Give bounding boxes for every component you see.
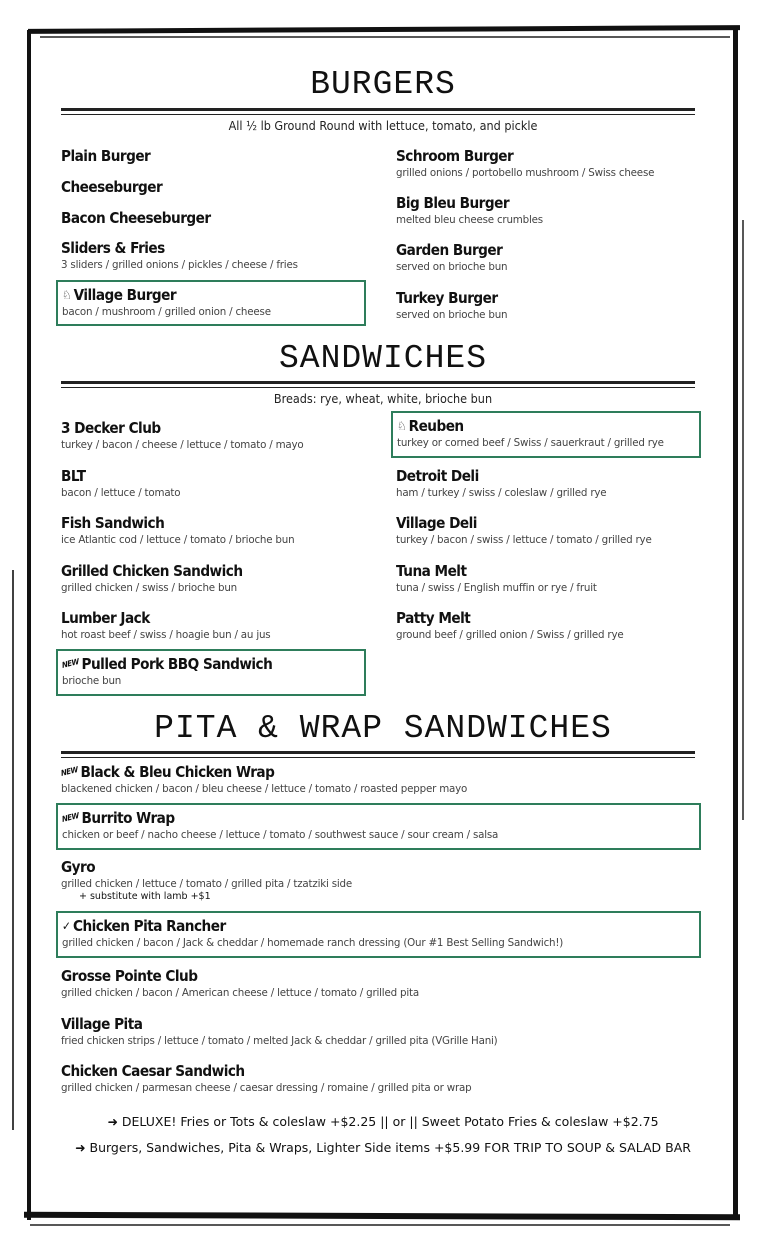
menu-item-village-pita bbox=[61, 1014, 498, 1048]
item-name: Patty Melt bbox=[396, 609, 471, 627]
item-name: Gyro bbox=[61, 858, 96, 876]
new-badge-icon: NEW bbox=[61, 811, 80, 824]
menu-item-lumber-jack bbox=[61, 608, 270, 642]
item-name: Bacon Cheeseburger bbox=[61, 209, 211, 227]
item-desc: grilled chicken / parmesan cheese / caesar dressing / romaine / grilled pita or wrap bbox=[61, 1082, 472, 1094]
menu-item-village-burger bbox=[56, 280, 366, 326]
menu-item-blt bbox=[61, 466, 180, 500]
item-desc: turkey or corned beef / Swiss / sauerkraut / grilled rye bbox=[397, 437, 664, 449]
menu-item-village-deli bbox=[396, 513, 652, 547]
item-desc: bacon / mushroom / grilled onion / cheese bbox=[62, 306, 271, 318]
item-desc: grilled chicken / swiss / brioche bun bbox=[61, 582, 237, 594]
menu-item-3-decker-club bbox=[61, 418, 304, 452]
item-name: Black & Bleu Chicken Wrap bbox=[80, 763, 275, 781]
new-badge-icon: NEW bbox=[60, 765, 79, 778]
item-desc: bacon / lettuce / tomato bbox=[61, 487, 181, 499]
item-name: 3 Decker Club bbox=[61, 419, 161, 437]
item-name: Pulled Pork BBQ Sandwich bbox=[81, 655, 273, 673]
item-desc: served on brioche bun bbox=[396, 261, 508, 273]
item-desc: ham / turkey / swiss / coleslaw / grilled rye bbox=[396, 487, 607, 499]
item-desc: 3 sliders / grilled onions / pickles / cheese / fries bbox=[61, 259, 298, 271]
item-name: Village Deli bbox=[396, 514, 477, 532]
item-name: Turkey Burger bbox=[396, 289, 498, 307]
menu-item-reuben bbox=[391, 411, 701, 458]
burgers-title: BURGERS bbox=[310, 66, 456, 103]
item-desc: brioche bun bbox=[62, 675, 122, 687]
menu-item-pulled-pork-bbq bbox=[56, 649, 366, 696]
menu-item-chicken-caesar bbox=[61, 1061, 471, 1095]
item-desc: blackened chicken / bacon / bleu cheese / lettuce / tomato / roasted pepper mayo bbox=[61, 783, 468, 795]
item-desc: grilled chicken / lettuce / tomato / grilled pita / tzatziki side bbox=[61, 878, 353, 890]
item-desc: served on brioche bun bbox=[396, 309, 508, 321]
menu-item-garden-burger bbox=[396, 240, 517, 274]
item-desc: turkey / bacon / swiss / lettuce / tomato / grilled rye bbox=[396, 534, 652, 546]
item-name: Big Bleu Burger bbox=[396, 194, 510, 212]
menu-item-grosse-pointe-club bbox=[61, 966, 419, 1000]
footer-deluxe-note: ➜ DELUXE! Fries or Tots & coleslaw +$2.25 || or || Sweet Potato Fries & coleslaw +$2.75 bbox=[107, 1114, 659, 1129]
item-desc: chicken or beef / nacho cheese / lettuce / tomato / southwest sauce / sour cream / salsa bbox=[62, 829, 499, 841]
item-name: Fish Sandwich bbox=[61, 514, 165, 532]
item-desc: fried chicken strips / lettuce / tomato / melted Jack & cheddar / grilled pita (VGrille Hani) bbox=[61, 1035, 498, 1047]
menu-item-turkey-burger bbox=[396, 288, 511, 322]
item-name: Sliders & Fries bbox=[61, 239, 165, 257]
new-badge-icon: NEW bbox=[61, 657, 80, 670]
item-name: Village Burger bbox=[73, 286, 177, 304]
item-name: Reuben bbox=[408, 417, 464, 435]
item-desc: ground beef / grilled onion / Swiss / grilled rye bbox=[396, 629, 624, 641]
pita-title: PITA & WRAP SANDWICHES bbox=[154, 710, 612, 747]
item-name: Detroit Deli bbox=[396, 467, 479, 485]
menu-item-plain-burger bbox=[61, 146, 162, 166]
menu-item-bacon-cheeseburger bbox=[61, 208, 231, 228]
menu-item-patty-melt bbox=[396, 608, 624, 642]
chef-icon: ♘ bbox=[62, 288, 71, 302]
pita-rule bbox=[61, 751, 695, 758]
item-name: Tuna Melt bbox=[396, 562, 467, 580]
menu-item-black-bleu-wrap bbox=[61, 762, 467, 796]
menu-item-detroit-deli bbox=[396, 466, 606, 500]
menu-item-tuna-melt bbox=[396, 561, 597, 595]
item-name: Chicken Caesar Sandwich bbox=[61, 1062, 245, 1080]
item-desc: grilled chicken / bacon / Jack & cheddar / homemade ranch dressing (Our #1 Best Selling Sandwich!) bbox=[62, 937, 564, 949]
item-desc: hot roast beef / swiss / hoagie bun / au jus bbox=[61, 629, 271, 641]
sandwiches-subtitle: Breads: rye, wheat, white, brioche bun bbox=[273, 391, 493, 406]
item-desc: grilled onions / portobello mushroom / Swiss cheese bbox=[396, 167, 655, 179]
sandwiches-title: SANDWICHES bbox=[278, 340, 488, 377]
menu-item-cheeseburger bbox=[61, 177, 176, 197]
menu-item-schroom-burger bbox=[396, 146, 654, 180]
item-desc: turkey / bacon / cheese / lettuce / tomato / mayo bbox=[61, 439, 304, 451]
item-name: Grosse Pointe Club bbox=[61, 967, 198, 985]
item-name: BLT bbox=[61, 467, 86, 485]
item-name: Lumber Jack bbox=[61, 609, 150, 627]
burgers-subtitle: All ½ lb Ground Round with lettuce, tomato, and pickle bbox=[228, 118, 538, 133]
item-name: Schroom Burger bbox=[396, 147, 514, 165]
item-name: Burrito Wrap bbox=[81, 809, 175, 827]
menu-item-chicken-pita-rancher bbox=[56, 911, 701, 958]
menu-item-gyro bbox=[61, 857, 352, 903]
menu-item-sliders-fries bbox=[61, 238, 298, 272]
item-name: Chicken Pita Rancher bbox=[72, 917, 226, 935]
item-desc: tuna / swiss / English muffin or rye / fruit bbox=[396, 582, 597, 594]
footer-soup-salad-note: ➜ Burgers, Sandwiches, Pita & Wraps, Lighter Side items +$5.99 FOR TRIP TO SOUP & SALAD BAR bbox=[75, 1140, 691, 1155]
item-desc: grilled chicken / bacon / American cheese / lettuce / tomato / grilled pita bbox=[61, 987, 419, 999]
sandwiches-rule bbox=[61, 381, 695, 388]
item-desc: ice Atlantic cod / lettuce / tomato / brioche bun bbox=[61, 534, 295, 546]
item-name: Garden Burger bbox=[396, 241, 503, 259]
item-name: Cheeseburger bbox=[61, 178, 163, 196]
menu-item-grilled-chicken-sandwich bbox=[61, 561, 267, 595]
item-note: + substitute with lamb +$1 bbox=[79, 891, 211, 902]
check-icon: ✓ bbox=[62, 919, 71, 933]
item-name: Plain Burger bbox=[61, 147, 151, 165]
item-name: Grilled Chicken Sandwich bbox=[61, 562, 243, 580]
menu-item-big-bleu-burger bbox=[396, 193, 543, 227]
menu-item-burrito-wrap bbox=[56, 803, 701, 850]
chef-icon: ♘ bbox=[397, 419, 406, 433]
item-desc: melted bleu cheese crumbles bbox=[396, 214, 543, 226]
item-name: Village Pita bbox=[61, 1015, 143, 1033]
menu-item-fish-sandwich bbox=[61, 513, 294, 547]
burgers-rule bbox=[61, 108, 695, 115]
